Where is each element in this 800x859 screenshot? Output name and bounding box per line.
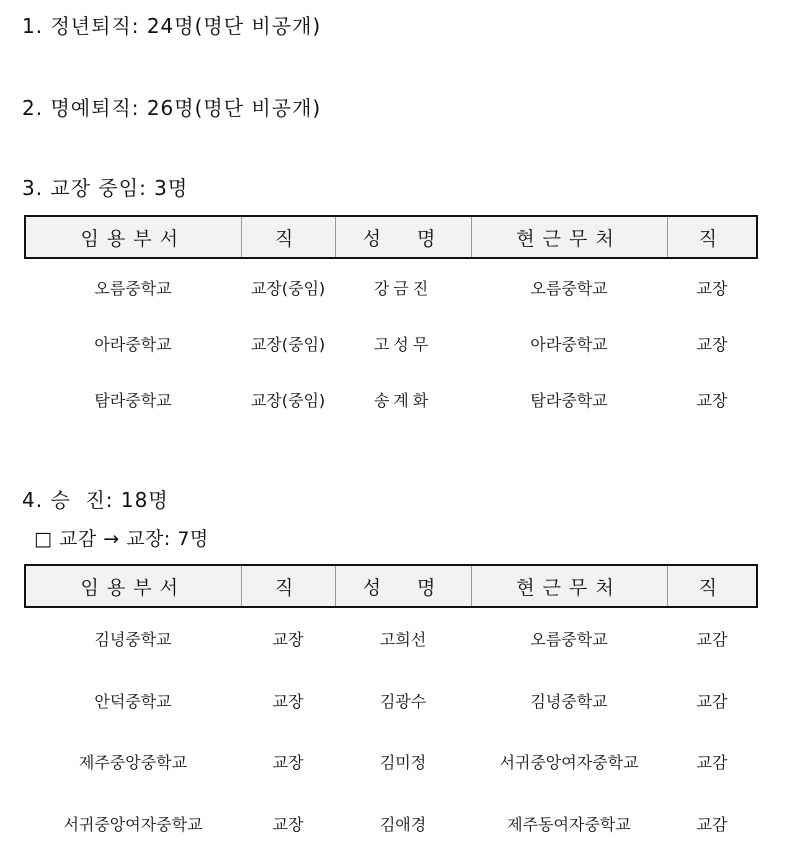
cell-current-workplace: 오름중학교: [530, 278, 608, 298]
cell-name: 강금진: [373, 278, 433, 298]
header-name: 성 명: [335, 216, 471, 258]
cell-appointed-dept: 오름중학교: [94, 278, 172, 298]
cell-appointed-dept: 아라중학교: [94, 334, 172, 354]
table-row: [25, 258, 757, 315]
cell-current-position: 교감: [696, 814, 728, 834]
header-current-workplace: 현근무처: [471, 216, 667, 258]
cell-current-workplace: 김녕중학교: [530, 691, 608, 711]
section-retire-honor: 2. 명예퇴직: 26명(명단 비공개): [22, 96, 322, 120]
cell-position: 교장: [272, 630, 304, 650]
table-row: [25, 607, 757, 670]
header-position: 직: [241, 565, 335, 607]
cell-current-workplace: 탐라중학교: [530, 390, 608, 410]
cell-current-workplace: 오름중학교: [530, 630, 608, 650]
header-name: 성 명: [335, 565, 471, 607]
table-header-row: [25, 565, 757, 607]
cell-appointed-dept: 서귀중앙여자중학교: [63, 814, 203, 834]
cell-position: 교장(중임): [250, 278, 326, 298]
promotion-subheading: □ 교감 → 교장: 7명: [34, 528, 209, 550]
cell-name: 김애경: [379, 814, 427, 834]
table-row: [25, 670, 757, 732]
cell-name: 고성무: [373, 334, 433, 354]
table-row: [25, 731, 757, 793]
cell-current-position: 교감: [696, 691, 728, 711]
cell-appointed-dept: 김녕중학교: [94, 630, 172, 650]
table-row: [25, 315, 757, 371]
cell-current-position: 교감: [696, 630, 728, 650]
cell-current-position: 교장: [696, 334, 728, 354]
cell-name: 김미정: [379, 753, 427, 773]
header-position: 직: [241, 216, 335, 258]
cell-position: 교장: [272, 691, 304, 711]
principal-appointment-table: [24, 215, 758, 427]
cell-appointed-dept: 탐라중학교: [94, 390, 172, 410]
cell-name: 김광수: [379, 691, 427, 711]
cell-current-workplace: 아라중학교: [530, 334, 608, 354]
cell-position: 교장(중임): [250, 390, 326, 410]
promotion-table: [24, 564, 758, 854]
cell-current-position: 교감: [696, 753, 728, 773]
header-current-workplace: 현근무처: [471, 565, 667, 607]
cell-current-workplace: 서귀중앙여자중학교: [499, 753, 639, 773]
header-appointed-dept: 임용부서: [25, 565, 241, 607]
section-retire-age: 1. 정년퇴직: 24명(명단 비공개): [22, 14, 322, 38]
cell-name: 고희선: [379, 630, 427, 650]
cell-name: 송계화: [373, 390, 433, 410]
cell-position: 교장(중임): [250, 334, 326, 354]
table-row: [25, 371, 757, 427]
table-header-row: [25, 216, 757, 258]
cell-current-workplace: 제주동여자중학교: [507, 814, 631, 834]
cell-position: 교장: [272, 814, 304, 834]
cell-current-position: 교장: [696, 390, 728, 410]
cell-position: 교장: [272, 753, 304, 773]
section-promotion: 4. 승 진: 18명: [22, 488, 169, 512]
header-current-position: 직: [667, 216, 757, 258]
cell-appointed-dept: 안덕중학교: [94, 691, 172, 711]
table-row: [25, 793, 757, 855]
header-appointed-dept: 임용부서: [25, 216, 241, 258]
cell-current-position: 교장: [696, 278, 728, 298]
header-current-position: 직: [667, 565, 757, 607]
cell-appointed-dept: 제주중앙중학교: [78, 753, 188, 773]
section-principal-appointment: 3. 교장 중임: 3명: [22, 176, 189, 200]
